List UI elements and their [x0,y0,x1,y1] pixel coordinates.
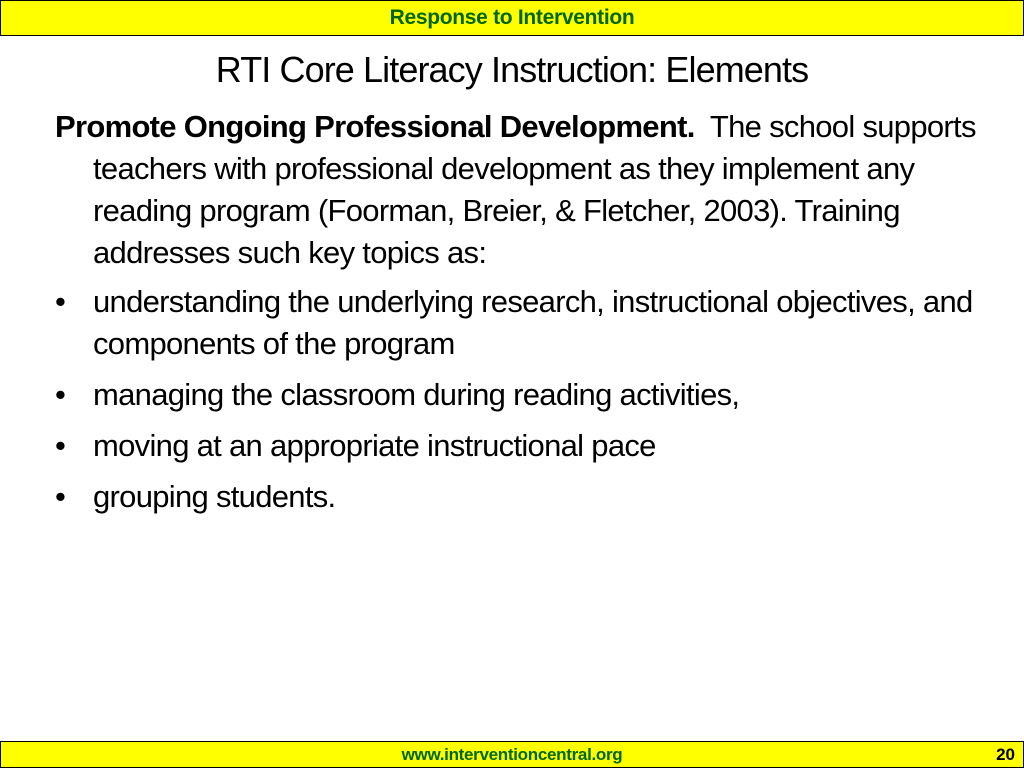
bullet-marker: • [55,428,66,463]
bullet-item [55,425,985,467]
bullet-item [55,281,985,365]
slide-title: RTI Core Literacy Instruction: Elements [215,49,809,90]
intro-text: The school supports teachers with professional development as they implement any reading program (Foorman, Breier, & Fletcher, 2003). Training addresses such key topics as: [93,109,976,270]
bullet-item [55,374,985,416]
header-title: Response to Intervention [389,6,635,29]
bullet-text: managing the classroom during reading activities, [93,377,740,412]
footer-url-link[interactable]: www.interventioncentral.org [401,745,623,764]
intro-paragraph [55,106,985,274]
bullet-item [55,476,985,518]
bullet-text: grouping students. [93,479,336,514]
bullet-marker: • [55,284,66,319]
slide-content [55,106,985,527]
bullet-text: understanding the underlying research, instructional objectives, and components of the program [93,284,973,361]
header-banner [0,0,1024,36]
bullet-text: moving at an appropriate instructional pace [93,428,656,463]
bullet-list [55,281,985,518]
page-number: 20 [996,745,1015,764]
bullet-marker: • [55,479,66,514]
intro-heading: Promote Ongoing Professional Development. [55,109,695,144]
footer-banner [0,741,1024,768]
bullet-marker: • [55,377,66,412]
